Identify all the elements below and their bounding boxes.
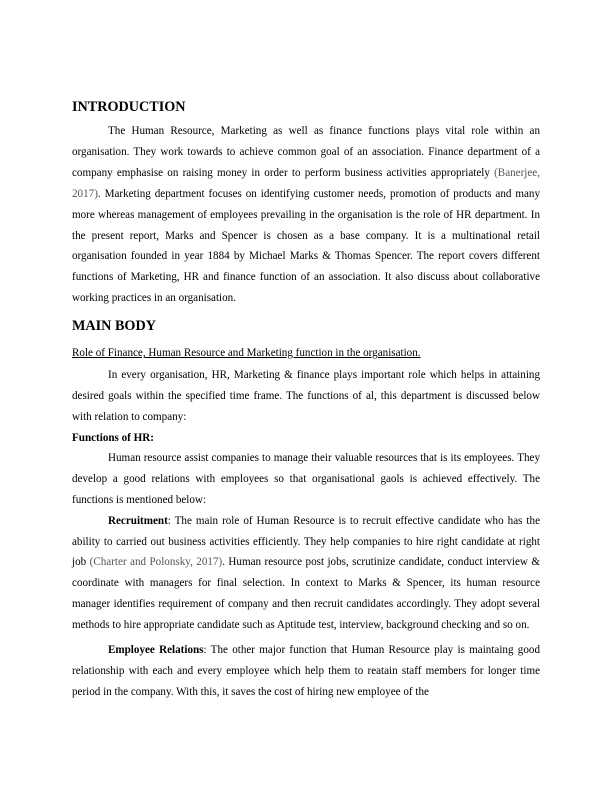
introduction-text-part-1: The Human Resource, Marketing as well as finance functions plays vital role within an organisation. They work towards to achieve common goal of an association. Finance department of a company emphasise on raising money in order to perform business activities appropriately <box>72 125 540 179</box>
document-page <box>72 98 540 703</box>
citation-banerjee: (Banerjee, 2017) <box>72 166 540 200</box>
recruitment-text-part-1: : The main role of Human Resource is to recruit effective candidate who has the ability to carried out business activities efficiently. They help companies to hire right candidate at right job <box>72 514 540 569</box>
citation-charter-polonsky: (Charter and Polonsky, 2017) <box>89 556 223 569</box>
section-subheading: Role of Finance, Human Resource and Marketing function in the organisation. <box>72 347 421 360</box>
introduction-heading: INTRODUCTION <box>72 99 186 115</box>
introduction-text-part-2: . Marketing department focuses on identifying customer needs, promotion of products and many more whereas management of employees prevailing in the organisation is the role of HR department. In the present report, Marks and Spencer is chosen as a base company. It is a multinational retail organisation founded in year 1884 by Michael Marks & Thomas Spencer. The report covers different functions of Marketing, HR and finance function of an association. It also discuss about collaborative working practices in an organisation. <box>72 187 540 305</box>
hr-intro-paragraph: Human resource assist companies to manage their valuable resources that is its employees. They develop a good relations with employees so that organisational gaols is achieved effectively. The functions is mentioned below: <box>72 451 540 506</box>
functions-of-hr-label: Functions of HR: <box>72 431 154 444</box>
introduction-paragraph <box>72 121 540 309</box>
recruitment-label: Recruitment <box>108 514 168 527</box>
employee-relations-label: Employee Relations <box>108 644 204 657</box>
employee-relations-text: : The other major function that Human Resource play is maintaing good relationship with each and every employee which help them to reatain staff members for longer time period in the company. With this, it saves the cost of hiring new employee of the <box>72 644 540 698</box>
main-body-heading: MAIN BODY <box>72 318 156 335</box>
main-body-intro-paragraph: In every organisation, HR, Marketing & finance plays important role which helps in attaining desired goals within the specified time frame. The functions of al, this department is discussed below with relation to company: <box>72 369 540 423</box>
recruitment-paragraph <box>72 511 540 636</box>
employee-relations-paragraph <box>72 640 540 703</box>
recruitment-text-part-2: . Human resource post jobs, scrutinize candidate, conduct interview & coordinate with managers for final selection. In context to Marks & Spencer, its human resource manager identifies requirement of company and then recruit candidates accordingly. They adopt several methods to hire appropriate candidate such as Aptitude test, interview, background checking and so on. <box>72 556 540 632</box>
